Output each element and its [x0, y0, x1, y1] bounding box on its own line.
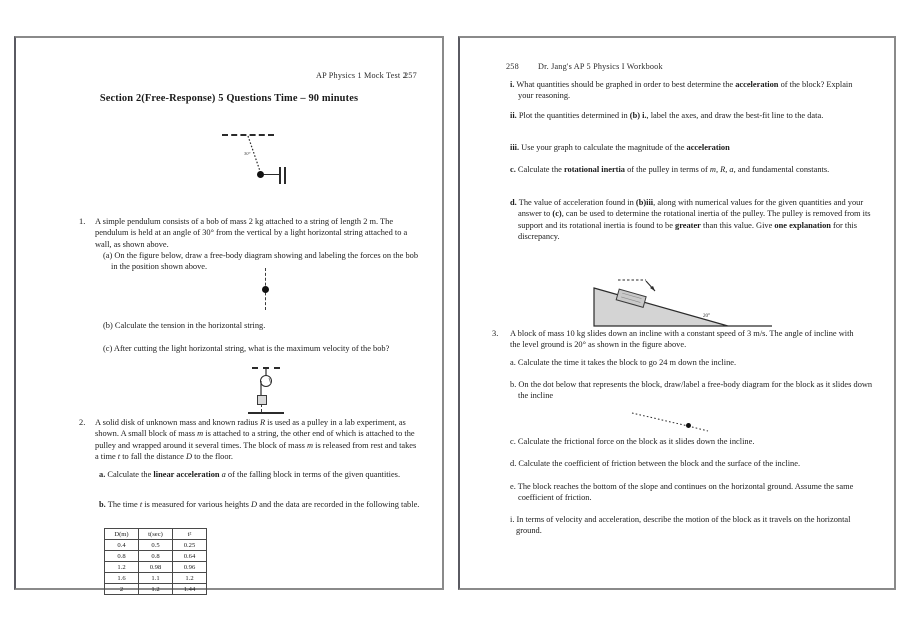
question2-part-a	[99, 469, 420, 480]
question3-number: 3.	[492, 329, 499, 338]
left-page-header-number: 257	[404, 71, 417, 80]
cell-tsq: 0.64	[173, 551, 207, 562]
page-left-content	[16, 38, 442, 593]
free-body-dot-figure-1	[16, 268, 446, 313]
item-ii-bold: (b) i.	[629, 111, 647, 120]
q2-var-R: R	[259, 418, 266, 427]
q2-var-t: t	[117, 451, 121, 461]
q2-stem-part5: to fall the distance	[120, 451, 186, 461]
incline-svg	[460, 266, 898, 328]
incline-angle-label: 20°	[703, 314, 710, 319]
q2-var-D: D	[185, 451, 193, 461]
question2-stem	[95, 417, 420, 462]
left-page-header-title: AP Physics 1 Mock Test 2	[316, 71, 407, 80]
experiment-data-table	[104, 528, 207, 595]
item-i-bold: acceleration	[735, 80, 779, 89]
cell-tsq: 0.96	[173, 562, 207, 573]
question3-part-a: a. Calculate the time it takes the block to go 24 m down the incline.	[510, 358, 737, 367]
table-row	[105, 551, 207, 562]
part-d-label: d.	[510, 198, 517, 207]
q2b-post: and the data are recorded in the following table.	[257, 500, 420, 509]
item-iii-label: iii.	[510, 143, 520, 152]
part-c-pre: Calculate the	[515, 165, 564, 174]
q2b-label: b.	[99, 500, 106, 509]
q2-stem-part6: to the floor.	[192, 451, 233, 461]
cell-tsq: 1.44	[173, 584, 207, 595]
cell-t: 0.5	[139, 540, 173, 551]
part-d-pre: The value of acceleration found in	[516, 198, 636, 207]
question2-number: 2.	[79, 418, 86, 427]
q2-var-m2: m	[306, 440, 314, 450]
q2b-var-D: D	[251, 500, 258, 509]
question1-stem: A simple pendulum consists of a bob of mass 2 kg attached to a string of length 2 m. The pendulum is held at an angle of 30° from the vertical by a light horizontal string attached to a wall, as shown above.	[95, 217, 408, 249]
part-c-mid: of the pulley in terms of	[624, 165, 710, 174]
cell-t: 0.8	[139, 551, 173, 562]
item-iii-pre: Use your graph to calculate the magnitude of the	[519, 143, 687, 152]
table-body	[105, 540, 207, 595]
cell-D: 1.2	[105, 562, 139, 573]
right-page-header-title: Dr. Jang's AP 5 Physics I Workbook	[538, 62, 663, 71]
item-ii-pre: Plot the quantities determined in	[516, 111, 630, 120]
cell-tsq: 1.2	[173, 573, 207, 584]
question3-stem: A block of mass 10 kg slides down an incline with a constant speed of 3 m/s. The angle of incline with the level ground is 20° as shown in the figure above.	[510, 329, 854, 350]
cell-t: 1.1	[139, 573, 173, 584]
cell-t: 0.98	[139, 562, 173, 573]
page-left	[14, 36, 444, 593]
pendulum-bob	[257, 171, 264, 178]
question2-item-iii	[510, 142, 872, 153]
cell-D: 2	[105, 584, 139, 595]
cell-D: 0.8	[105, 551, 139, 562]
cell-tsq: 0.25	[173, 540, 207, 551]
pulley-hanging-block	[257, 395, 267, 405]
question1-part-a: (a) On the figure below, draw a free-body diagram showing and labeling the forces on the bob in the position shown above.	[103, 251, 419, 272]
question1-part-b: (b) Calculate the tension in the horizontal string.	[103, 321, 266, 330]
incline-dot-line-svg	[460, 406, 898, 434]
part-d-mid1: , along with numerical values for the given quantities and your answer to	[518, 198, 864, 219]
cell-D: 1.6	[105, 573, 139, 584]
q2b-var-t: t	[139, 500, 143, 509]
page-right	[458, 36, 896, 590]
q2-var-m: m	[197, 429, 204, 439]
table-header-row	[105, 529, 207, 540]
question3-part-c: c. Calculate the frictional force on the block as it slides down the incline.	[510, 437, 755, 446]
part-c-bold: rotational inertia	[563, 165, 625, 174]
block-dot	[686, 423, 691, 428]
part-c-post: and fundamental constants.	[735, 165, 830, 174]
part-d-mid2: , can be used to determine the rotational inertia of the pulley. The pulley is removed from its support and its rotational inertia is found to be	[518, 209, 871, 230]
page-right-content	[460, 38, 894, 588]
incline-figure	[460, 266, 898, 328]
part-d-post: for this discrepancy.	[518, 220, 858, 241]
pendulum-string-svg	[16, 126, 446, 196]
question3-part-b: b. On the dot below that represents the block, draw/label a free-body diagram for the block as it slides down the incline	[510, 380, 873, 401]
q2b-mid: is measured for various heights	[142, 500, 251, 509]
q2-stem-part1: A solid disk of unknown mass and known radius	[95, 418, 260, 427]
part-c-vars: m, R, a,	[709, 165, 736, 174]
cell-t: 1.2	[139, 584, 173, 595]
item-i-label: i.	[510, 80, 515, 89]
question2-item-i	[510, 79, 858, 102]
free-body-dot-figure-2	[460, 406, 898, 434]
question1-part-c: (c) After cutting the light horizontal string, what is the maximum velocity of the bob?	[103, 344, 390, 353]
part-d-bold1: (b)iii	[635, 198, 654, 207]
pendulum-figure	[16, 126, 446, 196]
part-d-bold4: one explanation	[774, 220, 831, 230]
right-page-header-number: 258	[506, 62, 519, 71]
pendulum-wall	[279, 167, 286, 184]
item-i-post: of the block? Explain your reasoning.	[518, 80, 853, 101]
table-header-D: D(m)	[105, 529, 139, 540]
question1-number: 1.	[79, 217, 86, 226]
table-row	[105, 584, 207, 595]
item-ii-post: , label the axes, and draw the best-fit line to the data.	[646, 111, 824, 120]
question3-part-i: i. In terms of velocity and acceleration, describe the motion of the block as it travels on the horizontal ground.	[510, 515, 851, 536]
question3-part-e: e. The block reaches the bottom of the slope and continues on the horizontal ground. Assume the same coefficient of friction.	[510, 482, 854, 503]
pulley-floor-line	[248, 412, 284, 414]
part-d-bold3: greater	[675, 220, 701, 230]
part-c-label: c.	[510, 165, 516, 174]
q2-stem-part4: is released from rest and takes a time	[95, 440, 417, 461]
q2-stem-part3: is attached to a string, the other end of which is attached to the pulley and wrapped around it several times. The block of mass	[95, 429, 415, 450]
part-d-mid3: than this value. Give	[700, 220, 775, 230]
table-header-tsq: t²	[173, 529, 207, 540]
question2-part-d	[510, 197, 873, 242]
question3-part-d: d. Calculate the coefficient of friction between the block and the surface of the incline.	[510, 459, 801, 468]
q2-stem-part2: is used as a pulley in a lab experiment, as shown. A small block of mass	[95, 418, 406, 439]
pulley-figure	[16, 364, 446, 419]
table-row	[105, 540, 207, 551]
pulley-fall-distance-line	[261, 404, 262, 412]
q2a-bold: linear acceleration	[153, 470, 220, 479]
q2a-italic: a	[219, 470, 226, 479]
q2b-pre: The time	[105, 500, 140, 509]
table-row	[105, 562, 207, 573]
section-title: Section 2(Free-Response) 5 Questions Time – 90 minutes	[99, 93, 359, 104]
fbd-bob-dot	[262, 286, 269, 293]
q2a-post: of the falling block in terms of the given quantities.	[225, 470, 401, 479]
item-iii-bold: acceleration	[686, 143, 730, 152]
item-i-pre: What quantities should be graphed in order to best determine the	[514, 80, 736, 89]
question2-part-c	[510, 164, 868, 175]
pendulum-horizontal-string	[264, 174, 280, 175]
part-d-bold2: (c)	[552, 209, 562, 219]
question2-part-b	[99, 499, 420, 510]
cell-D: 0.4	[105, 540, 139, 551]
pulley-support-svg	[16, 364, 446, 419]
q2a-label: a.	[99, 470, 106, 479]
table-header-t: t(sec)	[139, 529, 173, 540]
question2-item-ii	[510, 110, 875, 121]
table-row	[105, 573, 207, 584]
pendulum-angle-label: 30°	[244, 151, 251, 156]
q2a-pre: Calculate the	[105, 470, 154, 479]
item-ii-label: ii.	[510, 111, 517, 120]
